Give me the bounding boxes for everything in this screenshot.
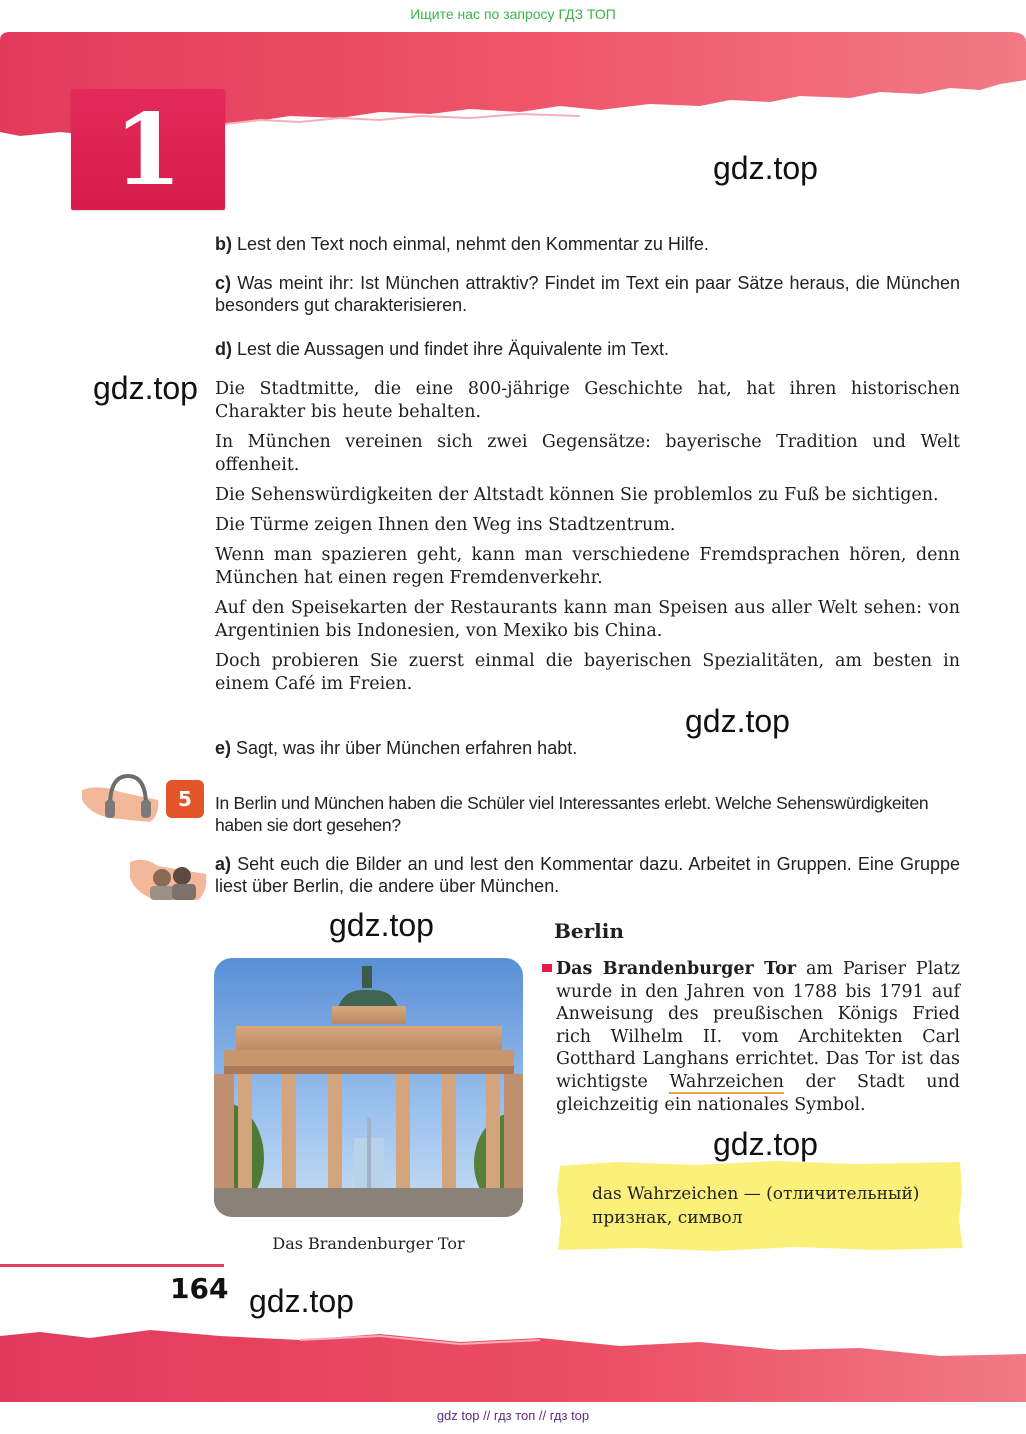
exercise5-task-a — [215, 853, 960, 897]
bottom-banner[interactable]: gdz top // гдз топ // гдз top — [436, 1408, 590, 1423]
photo-caption: Das Brandenburger Tor — [272, 1234, 465, 1253]
berlin-text-part: am Pariser Platz wurde in den Jahren von 1788 bis 1791 auf Anweisung des preußischen Königs Fried rich Wilhelm II. vom Architekten Carl Gotthard Langhans errichtet. Das Tor ist das wichtigste — [556, 959, 960, 1092]
task-letter: a) — [215, 854, 232, 874]
task-e — [215, 737, 960, 759]
statement: In München vereinen sich zwei Gegensätze: bayerische Tradition und Welt offenheit. — [215, 432, 960, 475]
watermark: gdz.top — [713, 1126, 818, 1162]
vocabulary-note: das Wahrzeichen — (отличительный) признак, символ — [592, 1184, 920, 1228]
footer-band — [0, 1318, 1026, 1402]
task-text: Was meint ihr: Ist München attraktiv? Findet im Text ein paar Sätze heraus, die München besonders gut charakterisieren. — [215, 273, 960, 315]
task-text: Lest die Aussagen und findet ihre Äquivalente im Text. — [232, 339, 669, 359]
watermark: gdz.top — [713, 150, 818, 186]
task-letter: c) — [215, 273, 232, 293]
bullet-marker — [542, 964, 552, 972]
statement: Die Sehenswürdigkeiten der Altstadt können Sie problemlos zu Fuß be sichtigen. — [215, 485, 939, 505]
task-letter: e) — [215, 738, 232, 758]
highlighted-word: Wahrzeichen — [669, 1071, 784, 1092]
exercise5-intro: In Berlin und München haben die Schüler viel Interessantes erlebt. Welche Sehenswürdigkeiten haben sie dort gesehen? — [215, 793, 929, 835]
top-banner[interactable]: Ищите нас по запросу ГДЗ ТОП — [410, 6, 616, 22]
watermark: gdz.top — [249, 1283, 354, 1319]
statement: Die Türme zeigen Ihnen den Weg ins Stadtzentrum. — [215, 515, 676, 535]
task-text: Sagt, was ihr über München erfahren habt. — [231, 738, 578, 758]
statement: Auf den Speisekarten der Restaurants kann man Speisen aus aller Welt sehen: von Argentinien bis Indonesien, von Mexiko bis China. — [215, 598, 960, 641]
landmark-name: Das Brandenburger Tor — [556, 959, 797, 979]
page-divider — [0, 1264, 224, 1267]
page-number: 164 — [170, 1272, 229, 1305]
berlin-heading: Berlin — [554, 919, 624, 943]
chapter-number: 1 — [113, 93, 183, 208]
task-letter: d) — [215, 339, 232, 359]
berlin-description — [556, 958, 960, 1116]
statement: Doch probieren Sie zuerst einmal die bayerischen Spezialitäten, am besten in einem Café im Freien. — [215, 651, 960, 694]
task-c — [215, 272, 960, 316]
task-letter: b) — [215, 234, 232, 254]
task-b — [215, 233, 960, 255]
exercise-number-badge: 5 — [166, 780, 204, 818]
task-d — [215, 338, 960, 360]
statements-list — [215, 378, 960, 703]
group-work-icon — [128, 852, 208, 902]
berlin-text-part: der Stadt und gleichzeitig ein nationales Symbol. — [556, 1071, 961, 1115]
watermark: gdz.top — [329, 907, 434, 943]
statement: Wenn man spazieren geht, kann man verschiedene Fremdsprachen hören, denn München hat einen regen Fremdenverkehr. — [215, 545, 960, 588]
listening-headphones-icon — [80, 770, 160, 826]
statement: Die Stadtmitte, die eine 800-jährige Geschichte hat, hat ihren historischen Charakter bis heute behalten. — [215, 379, 960, 422]
brandenburg-gate-photo — [214, 958, 523, 1217]
watermark: gdz.top — [685, 703, 790, 739]
task-text: Seht euch die Bilder an und lest den Kommentar dazu. Arbeitet in Gruppen. Eine Gruppe liest über Berlin, die andere über München. — [215, 854, 960, 896]
watermark: gdz.top — [93, 370, 198, 406]
task-text: Lest den Text noch einmal, nehmt den Kommentar zu Hilfe. — [232, 234, 709, 254]
